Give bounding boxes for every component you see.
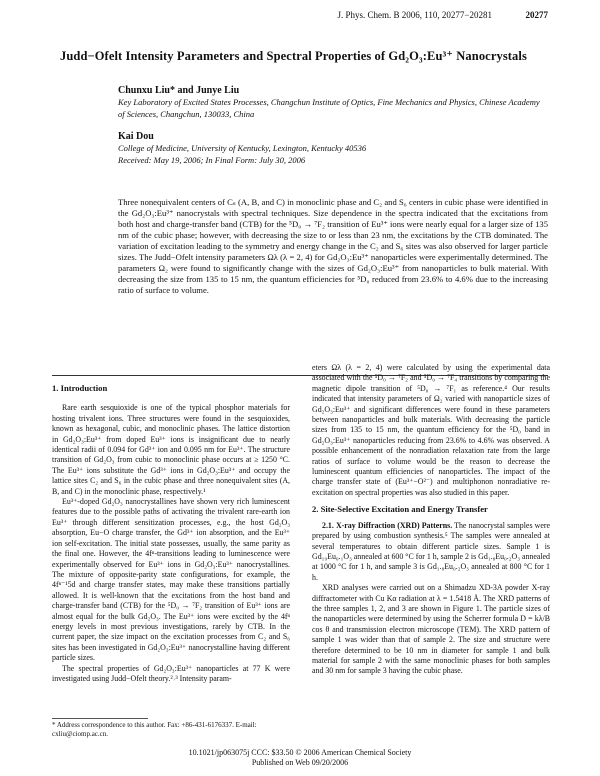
page-number: 20277 [525,10,548,20]
affiliation-primary: Key Laboratory of Excited States Processes, Changchun Institute of Optics, Fine Mechanics and Physics, Chinese Academy of Sciences, Changchun, 130033, China [118,97,540,119]
doi-copyright-line: 10.1021/jp063075j CCC: $33.50 © 2006 American Chemical Society [188,748,412,757]
published-date-line: Published on Web 09/20/2006 [251,758,349,767]
subsection-heading-xrd: 2.1. X-ray Diffraction (XRD) Patterns. [322,520,453,530]
journal-reference: J. Phys. Chem. B 2006, 110, 20277−20281 [337,10,492,20]
authors-secondary: Kai Dou [118,131,154,142]
xrd-paragraph [312,521,550,583]
intro-paragraph: Eu³⁺-doped Gd₂O₃ nanocrystallines have shown very rich luminescent features due to the possible paths of activating the trivalent rare-earth ion Eu³⁺ through different sensitization processes, e.g., the host Gd₂O₃ absorption, Eu−O charge transfer, the Gd³⁺ ion absorption, and the Eu³⁺ ion self-excitation. The initial state possesses, usually, the same parity as the final one. However, the 4fⁿ-transitions leading to luminescence were experimentally observed for Eu³⁺ ions in Gd₂O₃:Eu³⁺ nanocrystallines. The mixture of opposite-parity state configurations, for example, the 4fⁿ⁻¹5d and charge transfer states, may make these transitions partially allowed. It is well-known that the excitations from the host band and charge-transfer band (CTB) for the ⁵D₀ → ⁷F₂ transition of Eu³⁺ ions are almost equal for the bulk Gd₂O₃. The Eu³⁺ ions were excited by the 4fⁿ energy levels in most previous investigations, rarely by CTB. In the current paper, the size impact on the excitation processes from C₂ and S₆ sites has been investigated in Gd₂O₃:Eu³⁺ nanocrystalline having different particle sizes. [52,497,290,663]
xrd-analysis-paragraph: XRD analyses were carried out on a Shimadzu XD-3A powder X-ray diffractometer with Cu Kα radiation at λ = 1.5418 Å. The XRD patterns of the three samples 1, 2, and 3 are shown in Figure 1. The particle sizes of the nanoparticles were determined by using the Scherrer formula D = kλ/B cos θ and transmission electron microscope (TEM). The XRD pattern of sample 1 was wider than that of sample 2. The size and structure were therefore determined to be 10 nm in diameter for sample 1 and bulk material for sample 2 with the same monoclinic phases for both samples and 30 nm for sample 3 having the cubic phase. [312,583,550,676]
correspondence-footnote: * Address correspondence to this author. Fax: +86-431-6176337. E-mail: cxliu@ciomp.ac.cn. [52,721,257,738]
running-header [52,10,548,24]
abstract: Three nonequivalent centers of Cₛ (A, B, and C) in monoclinic phase and C₂ and S₆ centers in cubic phase were identified in the Gd₂O₃:Eu³⁺ nanocrystals with spectral techniques. Size dependence in the spectra indicated that the excitations from both host and charge-transfer band (CTB) for the ⁵D₀ → ⁷F₂ transition of Eu³⁺ ions were nearly equal for a larger size of 135 nm of the cubic phase; however, with decreasing the size to or less than 23 nm, the excitations by the CTB dominated. The variation of excitation leading to the symmetry and energy change in the C₂ and S₆ sites was also observed for larger particle sizes. The Judd−Ofelt intensity parameters Ωλ (λ = 2, 4) for Gd₂O₃:Eu³⁺ nanoparticles were experimentally determined. The parameters Ω₂ were found to significantly change with the sizes of Gd₂O₃:Eu³⁺ from nanoparticles to bulk material. With decreasing the size from 135 to 15 nm, the quantum efficiencies for ⁵D₀ reduced from 23.6% to 4.6% due to the increasing ratio of surface to volume. [118,197,548,295]
left-column [52,383,290,684]
xrd-paragraph-text: The nanocrystal samples were prepared by using combustion synthesis.⁵ The samples were annealed at several temperatures to obtain different particle sizes. Sample 1 is Gd₁₉Eu₀.₁O₃ annealed at 600 °C for 1 h, sample 2 is Gd₁.₈Eu₀.₂O₃ annealed at 1000 °C for 1 h, and sample 3 is Gd₁.₈Eu₀.₂O₃ annealed at 800 °C for 1 h. [312,520,550,582]
authors-primary: Chunxu Liu* and Junye Liu [118,85,240,96]
intro-paragraph: The spectral properties of Gd₂O₃:Eu³⁺ nanoparticles at 77 K were investigated using Judd−Ofelt theory.²˒³ Intensity param- [52,663,290,683]
section-heading-site-selective: 2. Site-Selective Excitation and Energy Transfer [312,504,488,515]
received-dates: Received: May 19, 2006; In Final Form: July 30, 2006 [118,155,306,165]
affiliation-secondary: College of Medicine, University of Kentucky, Lexington, Kentucky 40536 [118,143,367,153]
section-heading-introduction: 1. Introduction [52,383,108,393]
intro-paragraph: Rare earth sesquioxide is one of the typical phosphor materials for hosting trivalent ions. Three structures were found in the sesquioxides, known as hexagonal, cubic, and monoclinic phases. The lattice distortion in Gd₂O₃:Eu³⁺ from doped Eu³⁺ ions is insignificant due to nearly identical radii of 0.094 for Gd³⁺ ion and 0.095 nm for Eu³⁺. The structure transition of Gd₂O₃ from cubic to monoclinic phase occurs at ≥ 1250 °C. The Eu³⁺ ions substitute the Gd³⁺ ions in Gd₂O₃:Eu³⁺ and occupy the lattice sites C₂ and S₆ in the cubic phase and three nonequivalent sites (A, B, and C) in the monoclinic phase, respectively.¹ [52,403,290,496]
intro-continuation: eters Ωλ (λ = 2, 4) were calculated by using the experimental data associated with the ⁵D₀ → ⁷F₂ and ⁵D₀ → ⁷F₄ transitions by comparing the magnetic dipole transition of ⁵D₀ → ⁷F₁ as reference.⁴ Our results indicated that intensity parameters of Ω₂ varied with nanoparticle sizes of Gd₂O₃:Eu³⁺ and significant differences were found in these parameters between nanoparticles and bulk materials. With decreasing the particle sizes from 135 to 15 nm, the quantum efficiency for the ⁵D₀ band in Gd₂O₃:Eu³⁺ nanoparticles reducing from 23.6% to 4.6% was observed. A possible enhancement of the nonradiation relaxation rate from the large ratios of surface to volume would be the reason to decrease the luminescent quantum efficiencies of nanoparticles. The impact of the charge transfer state of (Eu³⁺−O²⁻) and multiphonon nonradiative re-excitation on spectral properties was also studied in this paper. [312,363,550,497]
right-column [312,363,550,677]
article-title: Judd−Ofelt Intensity Parameters and Spectral Properties of Gd₂O₃:Eu³⁺ Nanocrystals [60,49,527,63]
footnote-divider [52,718,148,719]
